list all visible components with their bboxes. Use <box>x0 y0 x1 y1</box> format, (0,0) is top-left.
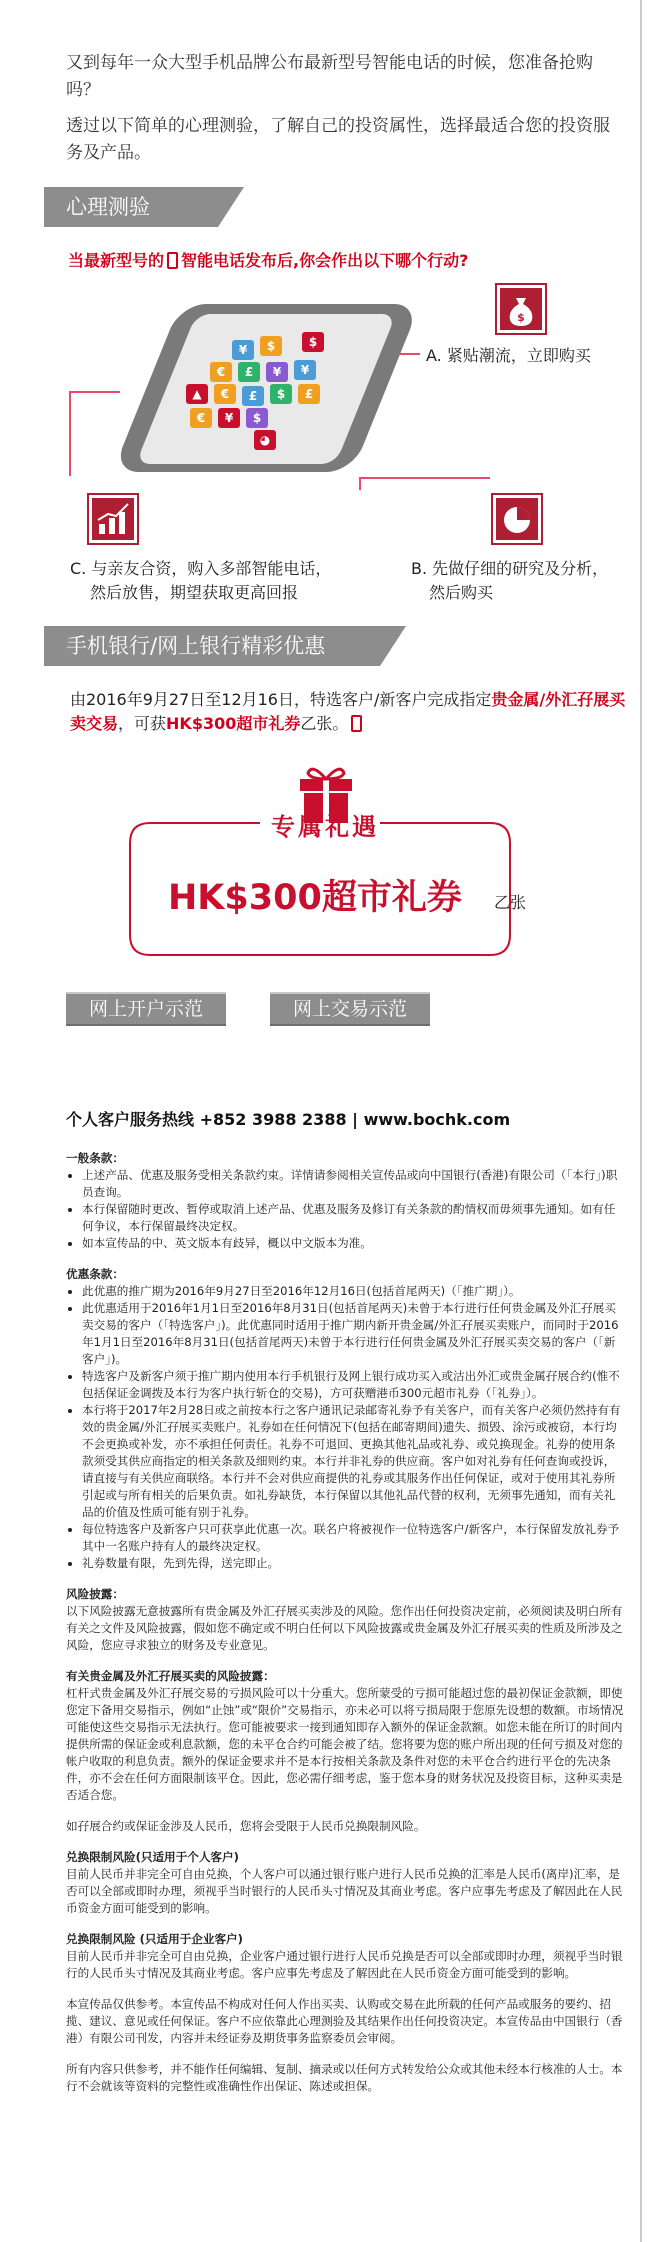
individual-conversion-risk-text: 目前人民币并非完全可自由兑换，个人客户可以通过银行账户进行人民币兑换的汇率是人民币(离岸)汇率，是否可以全部或即时办理，须视乎当时银行的人民币头寸情况及其商业考虑。客户应事先考虑及了解因此在人民币资金方面可能受到的影响。 <box>66 1867 623 1915</box>
svg-text:$: $ <box>266 339 276 353</box>
list-item: • 本行将于2017年2月28日或之前按本行之客户通讯记录邮寄礼券予有关客户，而有关客户必须仍然持有有效的贵金属/外汇孖展买卖账户。礼券如在任何情况下(包括在邮寄期间)遗失、损毁、涂污或被窃，本行均不会更换或补发，亦不承担任何责任。礼券不可退回、更换其他礼品或礼券、或兑换现金。礼券的使用条款须受其供应商指定的相关条款及细则约束。本行并非礼券的供应商。客户如对礼券有任何查询或投诉，请直接与有关供应商联络。本行并不会对供应商提供的礼券或其服务作出任何保证，或对于使用其礼券所引起或与所有相关的后果负责。如礼券缺货，本行保留以其他礼品代替的权利，无须事先通知，而有关礼品的价值及性质可能有别于礼券。 <box>82 1402 626 1521</box>
list-item: • 每位特选客户及新客户只可获享此优惠一次。联名户将被视作一位特选客户/新客户，本行保留发放礼券予其中一名账户持有人的最终决定权。 <box>82 1521 626 1555</box>
quiz-question <box>68 249 628 273</box>
svg-text:£: £ <box>304 387 314 401</box>
smartphone-icon-small <box>351 715 362 732</box>
list-item: • 如本宣传品的中、英文版本有歧异，概以中文版本为准。 <box>82 1235 626 1252</box>
coupon-amount: HK$300超市礼券 <box>168 878 462 918</box>
option-a: A. 紧贴潮流，立即购买 <box>426 346 591 365</box>
option-b <box>411 557 608 605</box>
service-hotline: 个人客户服务热线 +852 3988 2388 | www.bochk.com <box>66 1110 511 1129</box>
svg-text:¥: ¥ <box>238 343 248 357</box>
svg-text:$: $ <box>276 387 286 401</box>
rmb-risk-text: 如孖展合约或保证金涉及人民币，您将会受限于人民币兑换限制风险。 <box>66 1819 426 1833</box>
section-tab-online-offer: 手机银行/网上银行精彩优惠 <box>44 626 380 666</box>
coupon-unit: 乙张 <box>494 893 527 912</box>
terms-and-conditions <box>66 1150 626 2109</box>
money-bag-icon <box>496 284 546 334</box>
intro-paragraph-1: 又到每年一众大型手机品牌公布最新型号智能电话的时候，您准备抢购吗？ <box>66 53 593 100</box>
option-c-line-2: 然后放售，期望获取更高回报 <box>90 583 299 602</box>
svg-text:€: € <box>220 387 230 401</box>
coupon-title: 专属礼遇 <box>271 813 379 841</box>
svg-text:¥: ¥ <box>272 365 282 379</box>
svg-text:▲: ▲ <box>192 387 202 401</box>
section-tab-quiz: 心理测验 <box>44 187 218 227</box>
list-item: • 此优惠的推广期为2016年9月27日至2016年12月16日(包括首尾两天)（「推广期」）。 <box>82 1283 626 1300</box>
offer-terms-title: 优惠条款： <box>66 1267 124 1281</box>
risk-disclosure-text: 以下风险披露无意披露所有贵金属及外汇孖展买卖涉及的风险。您作出任何投资决定前，必须阅读及明白所有有关之文件及风险披露，假如您不确定或不明白任何以下风险披露或贵金属及外汇孖展买卖的性质及所涉及之风险，您应寻求独立的财务及专业意见。 <box>66 1604 623 1652</box>
svg-text:$: $ <box>308 335 318 349</box>
general-terms-title: 一般条款： <box>66 1151 124 1165</box>
option-c-line-1: C. 与亲友合资，购入多部智能电话， <box>70 559 332 578</box>
list-item: • 特选客户及新客户须于推广期内使用本行手机银行及网上银行成功买入或沽出外汇或贵金属孖展合约(惟不包括保证金调拨及本行为客户执行斩仓的交易)，方可获赠港币300元超市礼券（「礼券」）。 <box>82 1368 626 1402</box>
margin-risk-text: 杠杆式贵金属及外汇孖展交易的亏损风险可以十分重大。您所蒙受的亏损可能超过您的最初保证金款额，即使您定下备用交易指示，例如“止蚀”或“限价”交易指示，亦未必可以将亏损局限于您原先设想的数额。市场情况可能使这些交易指示无法执行。您可能被要求一接到通知即存入额外的保证金款额。如您未能在所订的时间内提供所需的保证金或利息款额，您的未平仓合约可能会被了结。您将要为您的账户所出现的任何亏损及对您的帐户收取的利息负责。额外的保证金要求并不是本行按相关条款及条件对您的未平仓合约进行平仓的先决条件，亦不会在任何方面限制该平仓。因此，您必需仔细考虑，鉴于您本身的财务状况及投资目标，这种买卖是否适合您。 <box>66 1686 624 1802</box>
svg-text:£: £ <box>248 389 258 403</box>
general-terms-list <box>66 1167 626 1252</box>
promo-highlight-product: 贵金属/外汇孖展买卖交易 <box>70 690 626 733</box>
list-item: • 此优惠适用于2016年1月1日至2016年8月31日(包括首尾两天)未曾于本行进行任何贵金属及外汇孖展买卖交易的客户（「特选客户」)。此优惠同时适用于推广期内新开贵金属/外汇孖展买卖账户，而同时于2016年1月1日至2016年8月31日(包括首尾两天)未曾于本行进行任何贵金属及外汇孖展买卖交易的客户（「新客户」)。 <box>82 1300 626 1368</box>
svg-text:£: £ <box>244 365 254 379</box>
svg-text:€: € <box>216 365 226 379</box>
smartphone-icon <box>167 252 178 269</box>
svg-text:¥: ¥ <box>224 411 234 425</box>
svg-text:$: $ <box>517 311 525 324</box>
rising-chart-icon <box>88 494 138 544</box>
list-item: • 本行保留随时更改、暂停或取消上述产品、优惠及服务及修订有关条款的酌情权而毋须事先通知。如有任何争议，本行保留最终决定权。 <box>82 1201 626 1235</box>
option-c <box>70 557 331 605</box>
option-b-line-1: B. 先做仔细的研究及分析， <box>411 559 609 578</box>
right-border <box>640 0 642 2242</box>
offer-terms-list <box>66 1283 626 1572</box>
margin-risk-title: 有关贵金属及外汇孖展买卖的风险披露： <box>66 1669 275 1683</box>
individual-conversion-risk-title: 兑换限制风险(只适用于个人客户) <box>66 1850 239 1864</box>
corporate-conversion-risk-title: 兑换限制风险 (只适用于企业客户) <box>66 1932 243 1946</box>
list-item: • 上述产品、优惠及服务受相关条款约束。详情请参阅相关宣传品或向中国银行(香港)有限公司（「本行」)职员查询。 <box>82 1167 626 1201</box>
option-b-line-2: 然后购买 <box>429 583 494 602</box>
list-item: • 礼券数量有限，先到先得，送完即止。 <box>82 1555 626 1572</box>
intro-paragraph-2: 透过以下简单的心理测验，了解自己的投资属性，选择最适合您的投资服务及产品。 <box>66 116 610 163</box>
promo-text-1: 由2016年9月27日至12月16日，特选客户/新客户完成指定 <box>70 690 492 709</box>
svg-text:◕: ◕ <box>259 433 271 447</box>
question-text-before: 当最新型号的 <box>68 251 165 270</box>
risk-disclosure-title: 风险披露： <box>66 1587 124 1601</box>
svg-text:€: € <box>196 411 206 425</box>
coupon-frame <box>110 757 530 977</box>
promo-text-3: 乙张。 <box>300 714 349 733</box>
svg-text:$: $ <box>252 411 262 425</box>
promo-highlight-coupon: HK$300超市礼券 <box>166 714 301 733</box>
corporate-conversion-risk-text: 目前人民币并非完全可自由兑换，企业客户通过银行进行人民币兑换是否可以全部或即时办理，须视乎当时银行的人民币头寸情况及其商业考虑。客户应事先考虑及了解因此在人民币资金方面可能受到的影响。 <box>66 1949 623 1980</box>
promo-description <box>70 688 630 736</box>
question-text-after: 智能电话发布后,你会作出以下哪个行动? <box>181 251 469 270</box>
reference-disclaimer: 本宣传品仅供参考。本宣传品不构成对任何人作出买卖、认购或交易在此所载的任何产品或服务的要约、招揽、建议、意见或任何保证。客户不应依靠此心理测验及其结果作出任何投资决定。本宣传品由中国银行（香港）有限公司刊发，内容并未经证券及期货事务监察委员会审阅。 <box>66 1997 623 2045</box>
svg-text:¥: ¥ <box>300 363 310 377</box>
online-account-opening-demo-button[interactable]: 网上开户示范 <box>66 992 226 1026</box>
copyright-disclaimer: 所有内容只供参考，并不能作任何编辑、复制、摘录或以任何方式转发给公众或其他未经本行核准的人士。本行不会就该等资料的完整性或准确性作出保证、陈述或担保。 <box>66 2062 623 2093</box>
promo-text-2: ，可获 <box>118 714 167 733</box>
online-trading-demo-button[interactable]: 网上交易示范 <box>270 992 430 1026</box>
pie-chart-icon <box>492 494 542 544</box>
